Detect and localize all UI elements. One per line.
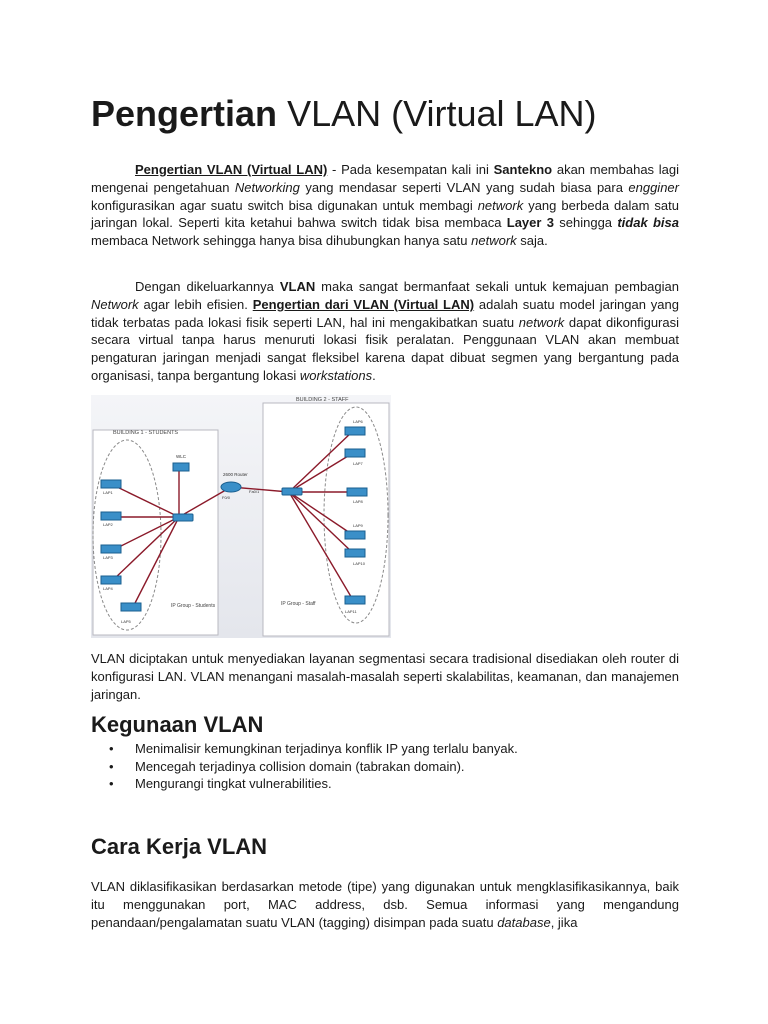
definition-link[interactable]: Pengertian dari VLAN (Virtual LAN) bbox=[252, 296, 475, 312]
students-switch bbox=[173, 514, 193, 521]
purpose-paragraph: VLAN diciptakan untuk menyediakan layanan segmentasi secara tradisional disediakan oleh router di konfigurasi LAN. VLAN menangani masalah-masalah seperti skalabilitas, keamanan, dan manajemen jaringan. bbox=[91, 651, 679, 702]
brand-name: Santekno bbox=[493, 162, 553, 177]
svg-text:LAP7: LAP7 bbox=[353, 461, 363, 466]
title-bold: Pengertian bbox=[91, 93, 278, 134]
router-label: 2600 Router bbox=[223, 472, 248, 477]
svg-text:LAP10: LAP10 bbox=[353, 561, 366, 566]
staff-group-label: IP Group - Staff bbox=[281, 601, 316, 607]
router-icon bbox=[221, 482, 241, 492]
staff-switch bbox=[282, 488, 302, 495]
svg-text:LAP3: LAP3 bbox=[103, 555, 113, 560]
intro-link[interactable]: Pengertian VLAN (Virtual LAN) bbox=[135, 162, 328, 177]
building2-label: BUILDING 2 - STAFF bbox=[296, 397, 349, 403]
students-group-label: IP Group - Students bbox=[171, 603, 216, 609]
svg-text:LAP1: LAP1 bbox=[103, 490, 113, 495]
page-title bbox=[91, 92, 597, 136]
kegunaan-list bbox=[91, 740, 518, 793]
intro-paragraph: Pengertian VLAN (Virtual LAN) - Pada kesempatan kali ini Santekno akan membahas lagi mengenai pengetahuan Networking yang mendasar seperti VLAN yang sudah biasa para engginer konfigurasikan agar suatu switch bisa digunakan untuk membagi network yang berbeda dalam satu jaringan lokal. Seperti kita ketahui bahwa switch tidak bisa membaca Layer 3 sehingga tidak bisa membaca Network sehingga hanya bisa dihubungkan hanya satu network saja. bbox=[91, 162, 679, 249]
wlc-label: WLC bbox=[176, 454, 186, 459]
svg-text:LAP8: LAP8 bbox=[353, 499, 363, 504]
svg-text:Fa0/1: Fa0/1 bbox=[249, 489, 260, 494]
svg-text:LAP2: LAP2 bbox=[103, 522, 113, 527]
definition-paragraph: Dengan dikeluarkannya VLAN maka sangat bermanfaat sekali untuk kemajuan pembagian Network agar lebih efisien. Pengertian dari VLAN (Virtual LAN) adalah suatu model jaringan yang tidak terbatas pada lokasi fisik seperti LAN, hal ini mengakibatkan suatu network dapat dikonfigurasi secara virtual tanpa harus menuruti lokasi fisik peralatan. Penggunaan VLAN akan membuat pengaturan jaringan menjadi sangat fleksibel karena dapat dibuat segmen yang bergantung pada organisasi, tanpa bergantung lokasi workstations. bbox=[91, 279, 680, 383]
svg-text:F0/0: F0/0 bbox=[222, 495, 231, 500]
list-item: • Mencegah terjadinya collision domain (tabrakan domain). bbox=[91, 758, 518, 776]
wlc-device bbox=[173, 463, 189, 471]
building1-label: BUILDING 1 - STUDENTS bbox=[113, 430, 179, 436]
svg-text:LAP4: LAP4 bbox=[103, 586, 113, 591]
title-rest: VLAN (Virtual LAN) bbox=[287, 93, 597, 134]
section-kegunaan-heading: Kegunaan VLAN bbox=[91, 712, 264, 737]
section-cara-kerja-heading: Cara Kerja VLAN bbox=[91, 834, 268, 859]
vlan-network-diagram bbox=[91, 395, 391, 638]
list-item: • Menimalisir kemungkinan terjadinya konflik IP yang terlalu banyak. bbox=[91, 740, 518, 758]
svg-text:LAP9: LAP9 bbox=[353, 523, 363, 528]
svg-text:LAP6: LAP6 bbox=[353, 419, 363, 424]
svg-text:LAP11: LAP11 bbox=[345, 609, 357, 614]
list-item: • Mengurangi tingkat vulnerabilities. bbox=[91, 775, 518, 793]
cara-kerja-paragraph: VLAN diklasifikasikan berdasarkan metode (tipe) yang digunakan untuk mengklasifikasikannya, baik itu menggunakan port, MAC address, dsb. Semua informasi yang mengandung penandaan/pengalamatan suatu VLAN (tagging) disimpan pada suatu database, jika bbox=[91, 879, 679, 930]
svg-text:LAP5: LAP5 bbox=[121, 619, 131, 624]
